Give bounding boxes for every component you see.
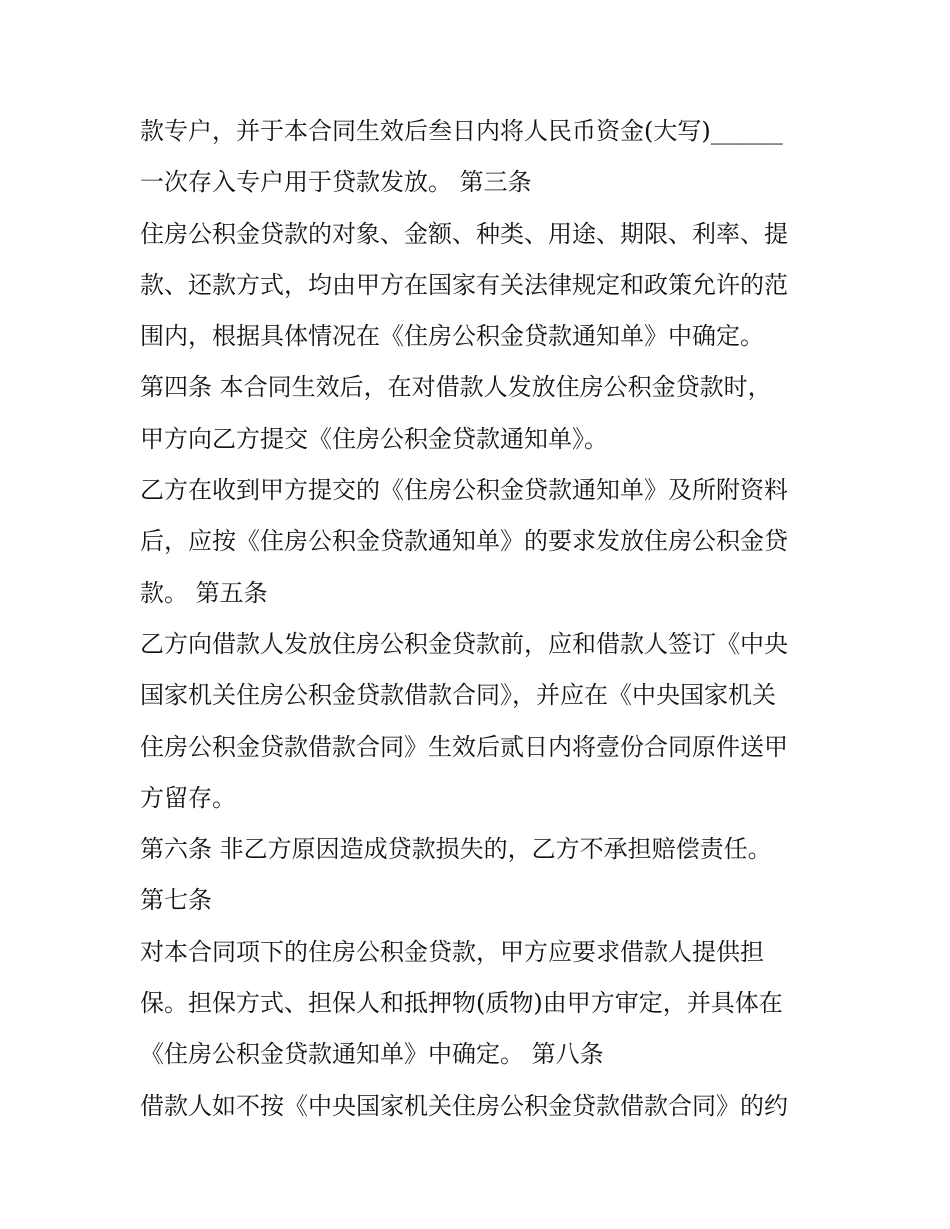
text-line: 第四条 本合同生效后，在对借款人发放住房公积金贷款时， bbox=[140, 373, 772, 402]
text-line: 借款人如不按《中央国家机关住房公积金贷款借款合同》的约 bbox=[140, 1091, 788, 1120]
text-line: 《住房公积金贷款通知单》中确定。 第八条 bbox=[140, 1040, 604, 1069]
text-line: 住房公积金贷款的对象、金额、种类、用途、期限、利率、提 bbox=[140, 219, 788, 248]
text-line: 一次存入专户用于贷款发放。 第三条 bbox=[140, 168, 532, 197]
text-line: 围内，根据具体情况在《住房公积金贷款通知单》中确定。 bbox=[140, 322, 764, 351]
text-line: 方留存。 bbox=[140, 783, 236, 812]
text-line: 对本合同项下的住房公积金贷款，甲方应要求借款人提供担 bbox=[140, 937, 764, 966]
text-line: 款专户，并于本合同生效后叁日内将人民币资金(大写)______ bbox=[140, 117, 783, 145]
text-line: 甲方向乙方提交《住房公积金贷款通知单》。 bbox=[140, 424, 608, 453]
document-body bbox=[140, 106, 830, 1132]
text-line: 乙方向借款人发放住房公积金贷款前，应和借款人签订《中央 bbox=[140, 629, 788, 658]
text-line: 乙方在收到甲方提交的《住房公积金贷款通知单》及所附资料 bbox=[140, 476, 788, 505]
text-line: 国家机关住房公积金贷款借款合同》，并应在《中央国家机关 bbox=[140, 681, 776, 710]
text-line: 款。 第五条 bbox=[140, 578, 268, 607]
text-line: 保。担保方式、担保人和抵押物(质物)由甲方审定，并具体在 bbox=[140, 989, 783, 1018]
text-line: 后，应按《住房公积金贷款通知单》的要求发放住房公积金贷 bbox=[140, 527, 788, 556]
text-line: 第七条 bbox=[140, 886, 212, 915]
text-line: 款、还款方式，均由甲方在国家有关法律规定和政策允许的范 bbox=[140, 270, 788, 299]
text-line: 住房公积金贷款借款合同》生效后贰日内将壹份合同原件送甲 bbox=[140, 732, 788, 761]
text-line: 第六条 非乙方原因造成贷款损失的，乙方不承担赔偿责任。 bbox=[140, 835, 772, 864]
